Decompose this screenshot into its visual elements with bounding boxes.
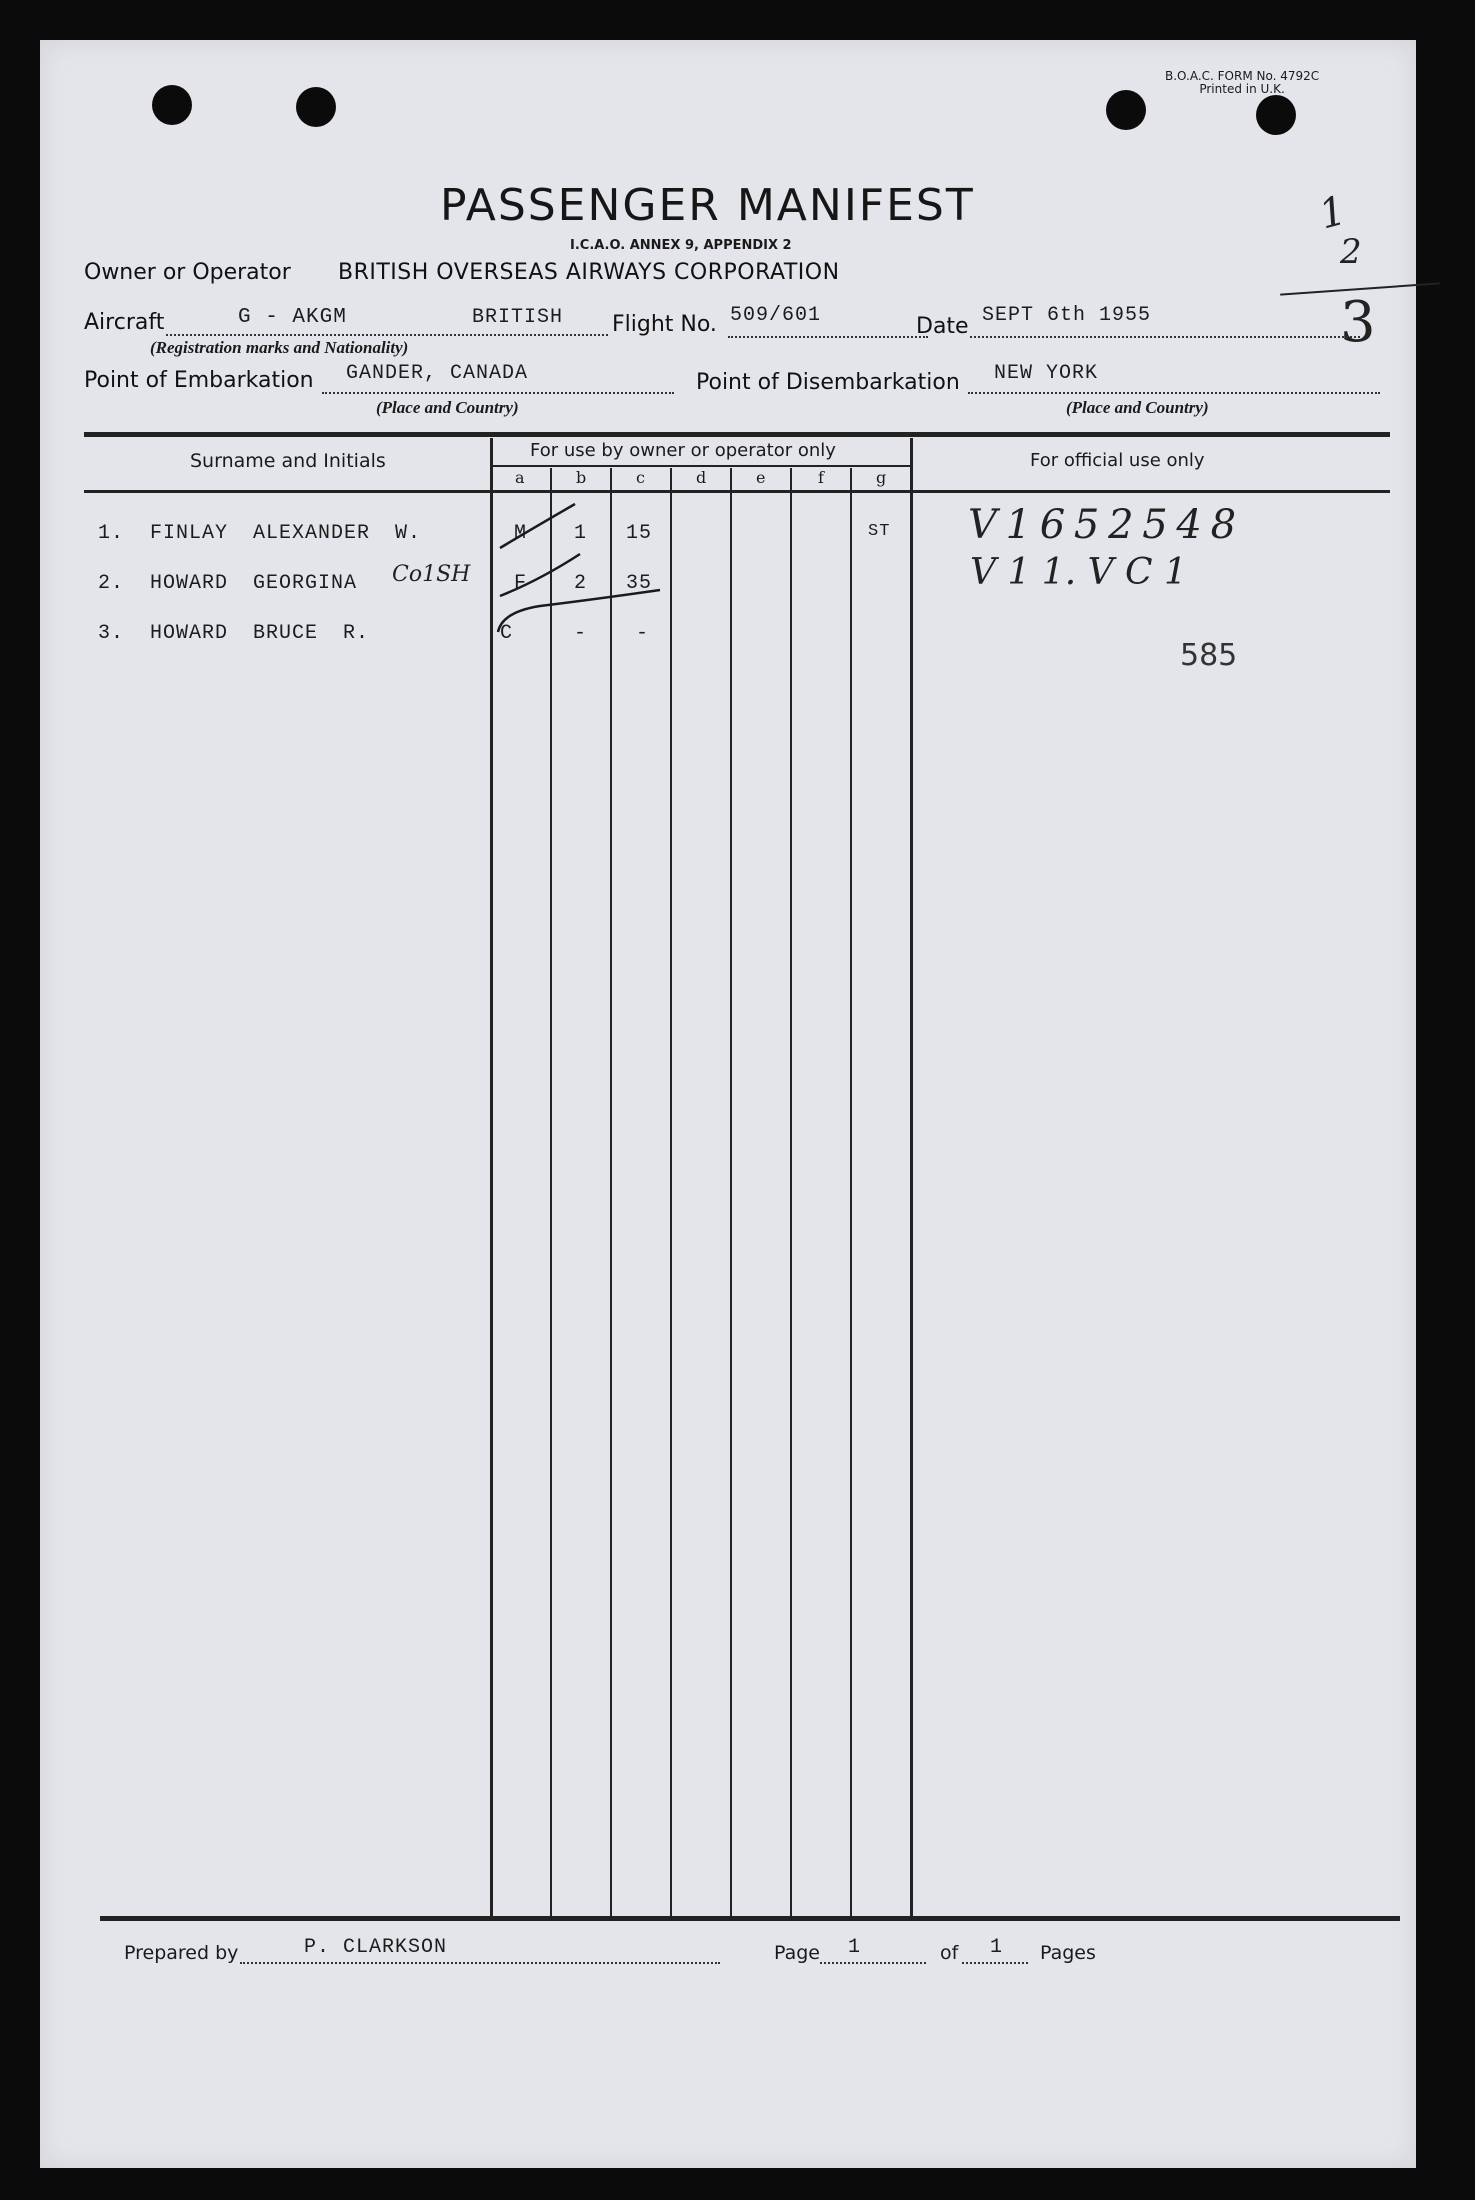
flight-value: 509/601	[730, 304, 822, 327]
passenger-name: HOWARD GEORGINA	[150, 572, 358, 595]
page-dots	[820, 1962, 926, 1964]
page-value: 1	[848, 1936, 862, 1959]
column-header-official: For official use only	[1030, 450, 1205, 471]
subcol-d: d	[696, 468, 707, 487]
disembarkation-dots	[968, 392, 1380, 394]
passenger-number: 1.	[98, 522, 125, 545]
column-line	[550, 468, 552, 1918]
passenger-name: HOWARD BRUCE R.	[150, 622, 370, 645]
form-id	[1165, 70, 1319, 96]
check-mark	[500, 554, 580, 596]
passenger-sex: M	[514, 522, 528, 545]
aircraft-registration: G - AKGM	[238, 306, 347, 329]
passenger-col-c: 15	[626, 522, 653, 545]
owner-label: Owner or Operator	[84, 260, 291, 285]
handwritten-passenger-note: Co1SH	[392, 562, 471, 587]
page-subtitle: I.C.A.O. ANNEX 9, APPENDIX 2	[570, 238, 792, 253]
of-dots	[962, 1962, 1028, 1964]
column-line	[910, 438, 913, 1918]
flight-label: Flight No.	[612, 312, 717, 337]
embarkation-dots	[322, 392, 674, 394]
form-id-line2: Printed in U.K.	[1199, 82, 1285, 96]
punch-hole	[296, 87, 336, 127]
prepared-by-dots	[240, 1962, 720, 1964]
column-header-name: Surname and Initials	[190, 450, 386, 472]
date-value: SEPT 6th 1955	[982, 304, 1152, 327]
page-title: PASSENGER MANIFEST	[440, 180, 975, 231]
disembarkation-value: NEW YORK	[994, 362, 1099, 385]
prepared-by-value: P. CLARKSON	[304, 1936, 448, 1959]
aircraft-nationality: BRITISH	[472, 306, 564, 329]
owner-value: BRITISH OVERSEAS AIRWAYS CORPORATION	[338, 260, 840, 285]
handwritten-page-fraction-bottom: 2	[1340, 232, 1362, 272]
subcol-g: g	[876, 468, 887, 487]
subcol-f: f	[818, 468, 824, 487]
passenger-col-c: -	[636, 622, 650, 645]
passenger-name: FINLAY ALEXANDER W.	[150, 522, 422, 545]
embarkation-value: GANDER, CANADA	[346, 362, 529, 385]
form-id-line1: B.O.A.C. FORM No. 4792C	[1165, 69, 1320, 83]
check-mark	[500, 504, 575, 548]
handwritten-page-marker: 3	[1340, 290, 1376, 355]
passenger-sex: C	[500, 622, 514, 645]
column-line	[670, 468, 672, 1918]
aircraft-caption: (Registration marks and Nationality)	[150, 338, 409, 357]
aircraft-dots	[166, 334, 608, 336]
passenger-col-b: 1	[574, 522, 588, 545]
punch-hole	[1256, 95, 1296, 135]
of-value: 1	[990, 1936, 1004, 1959]
prepared-by-label: Prepared by	[124, 1942, 239, 1964]
passenger-sex: F	[514, 572, 528, 595]
flight-dots	[728, 336, 928, 338]
disembarkation-caption: (Place and Country)	[1066, 398, 1209, 417]
punch-hole	[152, 85, 192, 125]
column-header-owner: For use by owner or operator only	[530, 440, 836, 461]
punch-hole	[1106, 90, 1146, 130]
column-line	[610, 468, 612, 1918]
aircraft-label: Aircraft	[84, 310, 165, 335]
passenger-col-g: ST	[868, 522, 891, 541]
passenger-col-c: 35	[626, 572, 653, 595]
handwritten-official-entry: V 1 1. V C 1	[970, 552, 1187, 593]
passenger-col-b: 2	[574, 572, 588, 595]
table-header-rule	[84, 490, 1390, 493]
column-line	[790, 468, 792, 1918]
subcol-c: c	[636, 468, 645, 487]
check-mark	[498, 590, 660, 632]
handwritten-page-fraction-top: 1	[1314, 187, 1351, 239]
check-marks	[480, 500, 680, 660]
passenger-col-b: -	[574, 622, 588, 645]
table-bottom-rule	[100, 1916, 1400, 1921]
page-label: Page	[774, 1942, 820, 1964]
disembarkation-label: Point of Disembarkation	[696, 370, 960, 395]
manifest-sheet	[40, 40, 1416, 2168]
embarkation-caption: (Place and Country)	[376, 398, 519, 417]
subcol-a: a	[515, 468, 525, 487]
passenger-number: 3.	[98, 622, 125, 645]
column-line	[730, 468, 732, 1918]
owner-header-rule	[492, 465, 910, 467]
date-dots	[970, 336, 1360, 338]
pages-label: Pages	[1040, 1942, 1096, 1964]
passenger-number: 2.	[98, 572, 125, 595]
column-line	[490, 438, 493, 1918]
stamp-number: 585	[1180, 638, 1238, 673]
embarkation-label: Point of Embarkation	[84, 368, 314, 393]
date-label: Date	[916, 314, 969, 339]
handwritten-official-entry: V 1 6 5 2 5 4 8	[968, 502, 1235, 548]
of-label: of	[940, 1942, 959, 1964]
subcol-b: b	[576, 468, 587, 487]
table-top-rule	[84, 432, 1390, 437]
column-line	[850, 468, 852, 1918]
subcol-e: e	[756, 468, 766, 487]
